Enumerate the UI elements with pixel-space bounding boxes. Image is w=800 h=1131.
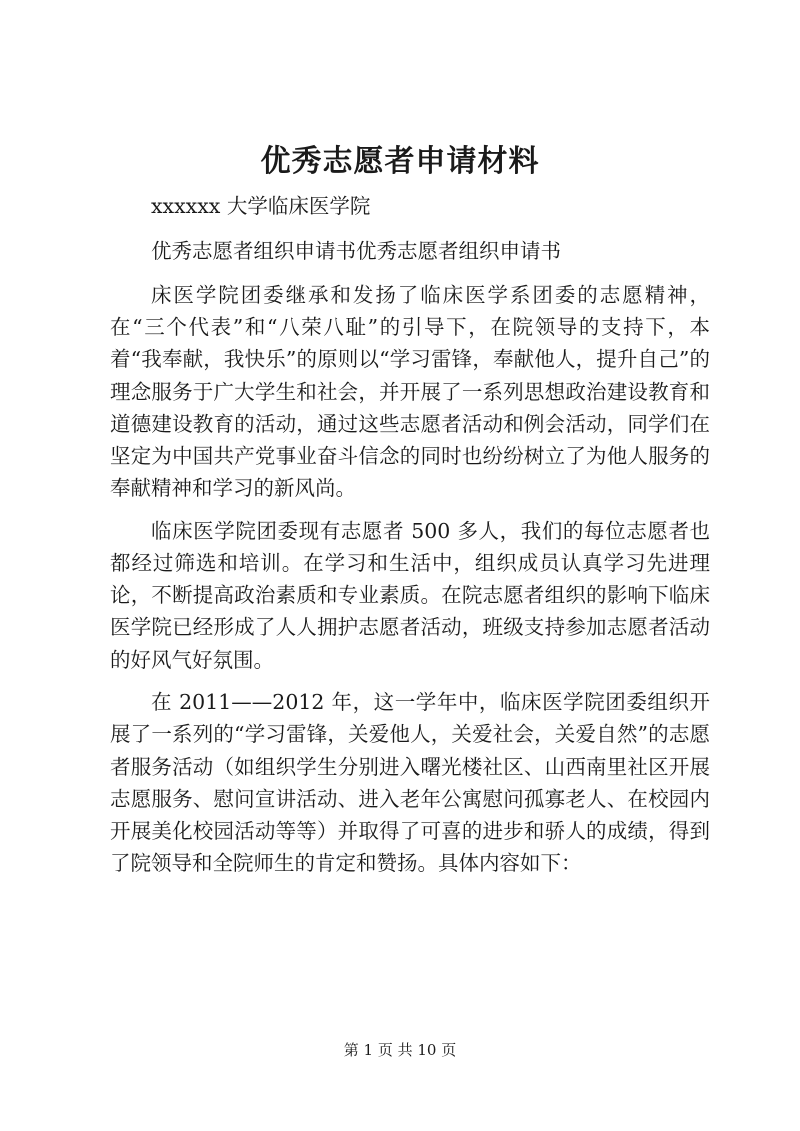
page-number-footer: 第 1 页 共 10 页 bbox=[343, 1041, 457, 1059]
paragraph-volunteers: 临床医学院团委现有志愿者 500 多人，我们的每位志愿者也都经过筛选和培训。在学习和生活中，组织成员认真学习先进理论，不断提高政治素质和专业素质。在院志愿者组织的影响下临床医学院已经形成了人人拥护志愿者活动，班级支持参加志愿者活动的好风气好氛围。 bbox=[110, 518, 710, 672]
paragraph-subtitle: 优秀志愿者组织申请书优秀志愿者组织申请书 bbox=[151, 238, 561, 263]
document-body bbox=[110, 190, 710, 890]
paragraph-activities: 在 2011——2012 年，这一学年中，临床医学院团委组织开展了一系列的“学习雷锋，关爱他人，关爱社会，关爱自然”的志愿者服务活动（如组织学生分别进入曙光楼社区、山西南里社区开展志愿服务、慰问宣讲活动、进入老年公寓慰问孤寡老人、在校园内开展美化校园活动等等）并取得了可喜的进步和骄人的成绩，得到了院领导和全院师生的肯定和赞扬。具体内容如下： bbox=[110, 690, 710, 876]
paragraph-institution: xxxxxx 大学临床医学院 bbox=[151, 194, 371, 218]
paragraph-intro: 床医学院团委继承和发扬了临床医学系团委的志愿精神，在“三个代表”和“八荣八耻”的引导下，在院领导的支持下，本着“我奉献，我快乐”的原则以“学习雷锋，奉献他人，提升自己”的理念服务于广大学生和社会，并开展了一系列思想政治建设教育和道德建设教育的活动，通过这些志愿者活动和例会活动，同学们在坚定为中国共产党事业奋斗信念的同时也纷纷树立了为他人服务的奉献精神和学习的新风尚。 bbox=[110, 283, 710, 501]
document-title: 优秀志愿者申请材料 bbox=[260, 144, 540, 179]
